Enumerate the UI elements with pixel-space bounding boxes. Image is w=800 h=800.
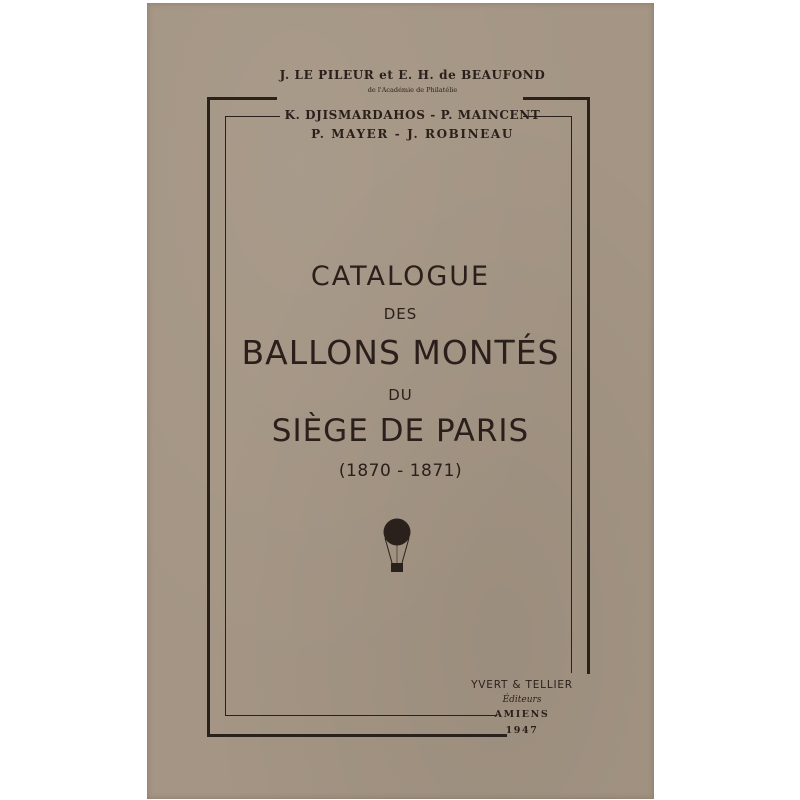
authors-line-1: J. LE PILEUR et E. H. de BEAUFOND	[279, 68, 546, 82]
hot-air-balloon-icon	[382, 518, 412, 576]
title-line-3: BALLONS MONTÉS	[241, 333, 560, 372]
book-cover	[147, 3, 654, 799]
title-line-2: DES	[383, 305, 418, 323]
outer-frame-top-right	[523, 97, 590, 100]
title-years: (1870 - 1871)	[338, 461, 463, 481]
title-line-5: SIÈGE DE PARIS	[271, 413, 530, 449]
publisher-city: AMIENS	[494, 709, 550, 720]
publisher-role: Éditeurs	[502, 695, 542, 705]
outer-frame-top-left	[207, 97, 277, 100]
affiliation: de l'Académie de Philatélie	[367, 86, 458, 94]
authors-line-3: P. MAYER - J. ROBINEAU	[311, 127, 514, 141]
publication-year: 1947	[505, 725, 539, 736]
authors-line-2: K. DJISMARDAHOS - P. MAINCENT	[284, 108, 541, 122]
inner-frame-bottom	[225, 715, 497, 716]
publisher-name: YVERT & TELLIER	[471, 679, 573, 691]
title-line-1: CATALOGUE	[310, 261, 491, 292]
title-line-4: DU	[388, 386, 413, 404]
